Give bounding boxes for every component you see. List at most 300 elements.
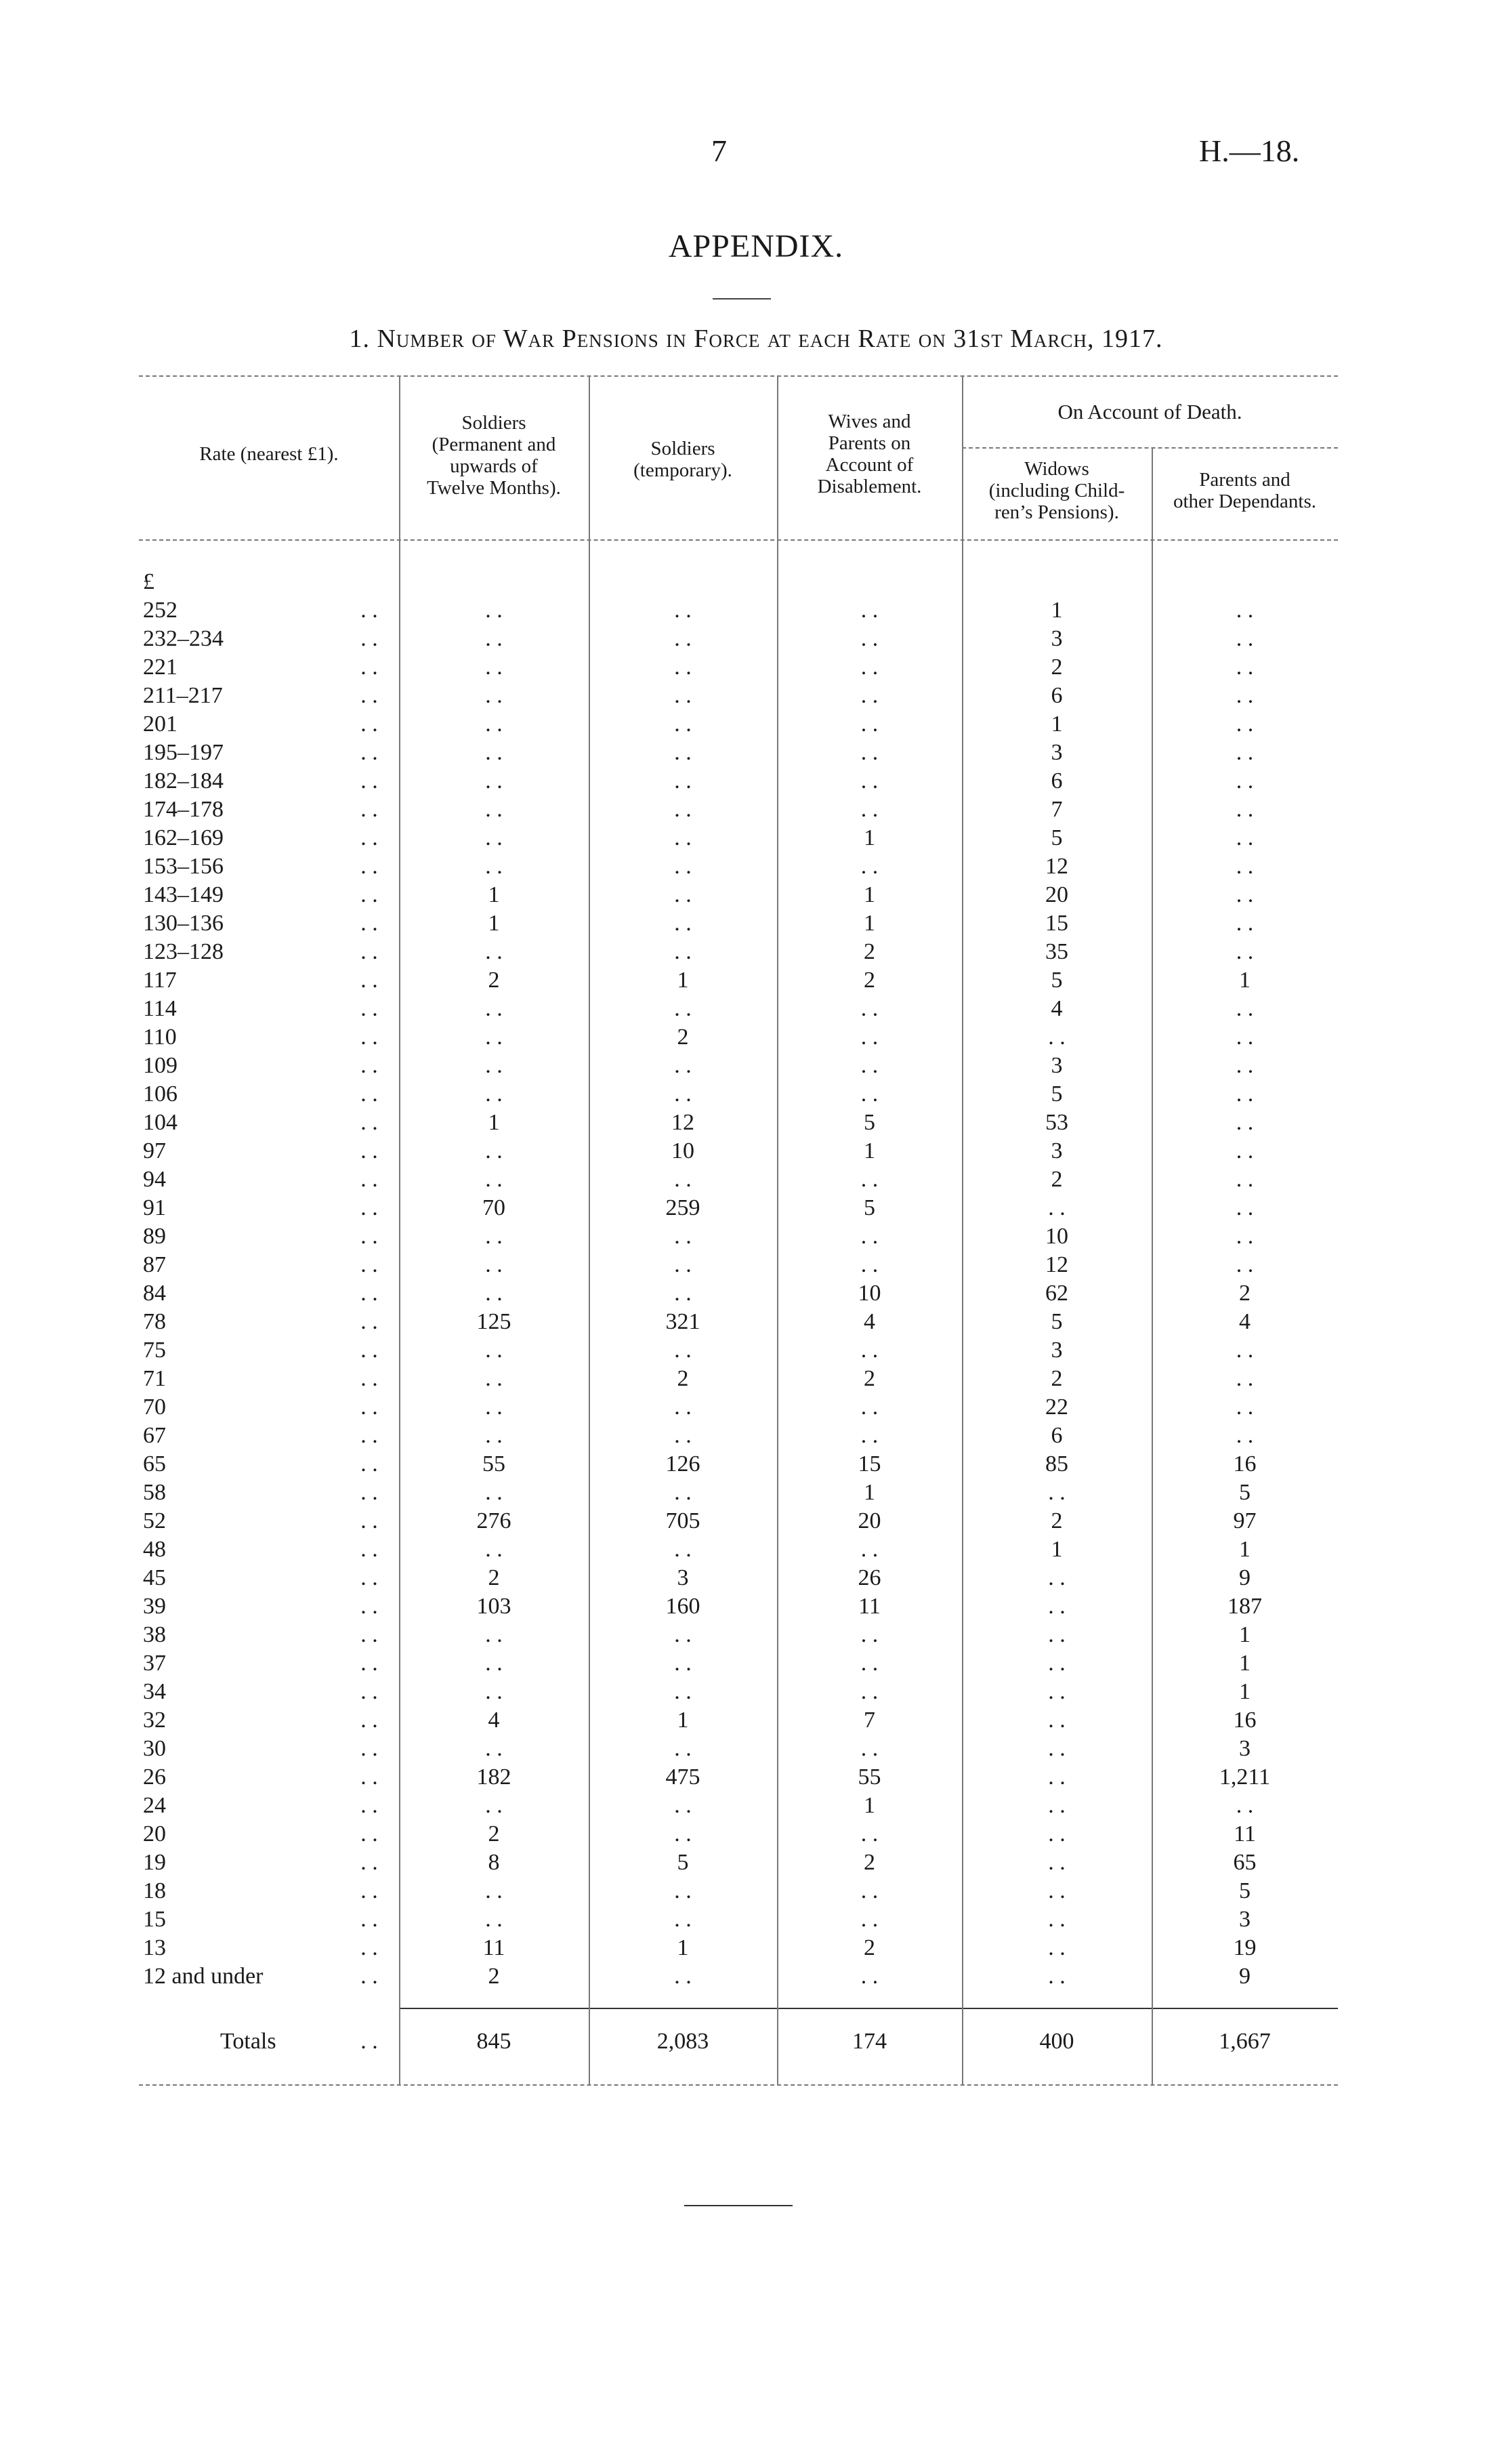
cell-parents-dependants: . . [1236,740,1254,765]
table-row [139,1222,1338,1251]
cell-widows: 3 [1051,1138,1063,1163]
totals-label: Totals [220,2029,276,2054]
cell-soldiers-permanent: . . [485,683,503,708]
cell-wives-parents: . . [860,683,879,708]
table-row [139,1792,1338,1820]
cell-rate: 94 [143,1167,166,1192]
cell-soldiers-permanent: . . [485,1224,503,1249]
cell-rate: 89 [143,1224,166,1249]
cell-soldiers-temporary: . . [674,1821,692,1846]
cell-widows: 6 [1051,768,1063,793]
cell-parents-dependants: . . [1236,1224,1254,1249]
table-row [139,625,1338,653]
cell-soldiers-permanent: . . [485,1366,503,1391]
cell-rate: 97 [143,1138,166,1163]
cell-wives-parents: . . [860,1025,879,1050]
cell-wives-parents: . . [860,1964,879,1989]
cell-soldiers-permanent: 1 [488,882,500,907]
cell-wives-parents: 2 [864,1850,875,1875]
cell-soldiers-permanent: 1 [488,1110,500,1135]
currency-symbol: £ [143,569,154,594]
cell-parents-dependants: . . [1236,939,1254,964]
column-header-soldiers-temporary [589,438,777,481]
cell-soldiers-permanent: . . [485,1053,503,1078]
cell-wives-parents: . . [860,854,879,879]
cell-soldiers-temporary: . . [674,1537,692,1562]
totals-row [139,2025,1338,2059]
cell-rate: 211–217 [143,683,223,708]
leader-dots: . . [360,711,378,737]
leader-dots: . . [360,1338,378,1363]
cell-soldiers-permanent: . . [485,598,503,623]
leader-dots: . . [360,1025,378,1050]
table-row [139,1706,1338,1735]
appendix-heading: APPENDIX. [668,228,844,264]
table-row [139,1279,1338,1308]
cell-soldiers-permanent: 8 [488,1850,500,1875]
cell-parents-dependants: 3 [1239,1907,1251,1932]
cell-widows: 12 [1045,1252,1068,1277]
cell-wives-parents: 2 [864,968,875,993]
cell-wives-parents: 2 [864,1935,875,1960]
cell-soldiers-permanent: 4 [488,1708,500,1733]
table-row [139,1251,1338,1279]
cell-soldiers-permanent: . . [485,1736,503,1761]
header-line: Account of [825,454,914,476]
footer-rule [684,2205,793,2206]
cell-soldiers-temporary: . . [674,740,692,765]
total-widows: 400 [1039,2029,1074,2054]
cell-soldiers-permanent: . . [485,626,503,651]
cell-wives-parents: . . [860,1395,879,1420]
cell-widows: 4 [1051,996,1063,1021]
table-row [139,1023,1338,1052]
cell-soldiers-temporary: . . [674,1651,692,1676]
cell-rate: 39 [143,1594,166,1619]
cell-soldiers-permanent: 103 [476,1594,511,1619]
cell-rate: 162–169 [143,825,224,850]
cell-parents-dependants: . . [1236,683,1254,708]
cell-soldiers-permanent: . . [485,939,503,964]
cell-rate: 84 [143,1281,166,1306]
cell-parents-dependants: 11 [1234,1821,1256,1846]
cell-widows: . . [1048,1565,1066,1590]
column-header-parents-dependants [1152,469,1338,512]
leader-dots: . . [360,797,378,822]
cell-soldiers-permanent: 11 [482,1935,505,1960]
column-header-widows [962,458,1152,523]
cell-rate: 32 [143,1708,166,1733]
cell-soldiers-permanent: . . [485,768,503,793]
cell-widows: . . [1048,1964,1066,1989]
cell-wives-parents: . . [860,1821,879,1846]
cell-rate: 38 [143,1622,166,1647]
cell-soldiers-temporary: . . [674,1423,692,1448]
cell-wives-parents: 4 [864,1309,875,1334]
cell-soldiers-temporary: . . [674,1736,692,1761]
leader-dots: . . [360,996,378,1021]
cell-rate: 114 [143,996,177,1021]
cell-rate: 13 [143,1935,166,1960]
leader-dots: . . [360,1110,378,1135]
leader-dots: . . [360,740,378,765]
cell-parents-dependants: . . [1236,1252,1254,1277]
leader-dots: . . [360,1964,378,1989]
cell-soldiers-permanent: . . [485,1281,503,1306]
cell-wives-parents: 1 [864,882,875,907]
cell-parents-dependants: . . [1236,1025,1254,1050]
leader-dots: . . [360,1708,378,1733]
table-row [139,995,1338,1023]
cell-soldiers-permanent: . . [485,996,503,1021]
table-row [139,1109,1338,1137]
cell-soldiers-permanent: 2 [488,968,500,993]
table-bottom-rule [139,2084,1338,2086]
table-row [139,938,1338,966]
cell-wives-parents: . . [860,1878,879,1903]
cell-soldiers-permanent: 55 [482,1451,505,1477]
table-row [139,1905,1338,1934]
cell-wives-parents: . . [860,1537,879,1562]
cell-widows: . . [1048,1594,1066,1619]
cell-wives-parents: 26 [858,1565,881,1590]
cell-wives-parents: 1 [864,1138,875,1163]
cell-wives-parents: 1 [864,911,875,936]
cell-soldiers-permanent: . . [485,1338,503,1363]
cell-rate: 117 [143,968,177,993]
cell-soldiers-permanent: . . [485,1651,503,1676]
header-line: Parents and [1199,469,1290,491]
header-line: Wives and [828,411,911,432]
cell-wives-parents: . . [860,1053,879,1078]
cell-widows: 1 [1051,598,1063,623]
cell-soldiers-temporary: . . [674,825,692,850]
leader-dots: . . [360,1935,378,1960]
cell-parents-dependants: 9 [1239,1964,1251,1989]
cell-widows: 1 [1051,711,1063,737]
cell-parents-dependants: . . [1236,1081,1254,1107]
cell-widows: . . [1048,1850,1066,1875]
cell-wives-parents: 2 [864,1366,875,1391]
leader-dots: . . [360,1423,378,1448]
cell-soldiers-temporary: . . [674,1081,692,1107]
cell-rate: 153–156 [143,854,224,879]
cell-rate: 20 [143,1821,166,1846]
cell-soldiers-temporary: 3 [677,1565,689,1590]
cell-parents-dependants: . . [1236,598,1254,623]
cell-widows: 35 [1045,939,1068,964]
cell-rate: 252 [143,598,177,623]
cell-rate: 71 [143,1366,166,1391]
cell-rate: 26 [143,1764,166,1790]
total-parents-dependants: 1,667 [1219,2029,1271,2054]
table-row [139,796,1338,824]
cell-rate: 34 [143,1679,166,1704]
header-line: Parents on [828,432,911,454]
cell-soldiers-temporary: . . [674,598,692,623]
table-row [139,710,1338,739]
table-row [139,1678,1338,1706]
war-pensions-table [139,375,1338,2086]
cell-soldiers-temporary: 1 [677,1935,689,1960]
cell-soldiers-temporary: . . [674,1281,692,1306]
table-row [139,1308,1338,1336]
cell-soldiers-temporary: . . [674,1907,692,1932]
leader-dots: . . [360,1451,378,1477]
cell-widows: 3 [1051,626,1063,651]
cell-rate: 195–197 [143,740,224,765]
cell-parents-dependants: 5 [1239,1878,1251,1903]
cell-parents-dependants: . . [1236,1395,1254,1420]
table-title: 1. Number of War Pensions in Force at each Rate on 31st March, 1917. [349,325,1163,353]
cell-parents-dependants: . . [1236,1053,1254,1078]
table-row [139,1052,1338,1080]
cell-soldiers-temporary: . . [674,768,692,793]
cell-wives-parents: 11 [858,1594,881,1619]
table-row [139,1649,1338,1678]
cell-wives-parents: . . [860,1679,879,1704]
cell-soldiers-temporary: 5 [677,1850,689,1875]
cell-soldiers-permanent: . . [485,740,503,765]
cell-soldiers-permanent: . . [485,1395,503,1420]
cell-soldiers-temporary: 321 [665,1309,700,1334]
leader-dots: . . [360,1821,378,1846]
cell-widows: . . [1048,1651,1066,1676]
cell-parents-dependants: 1 [1239,968,1251,993]
table-row [139,1735,1338,1763]
cell-parents-dependants: . . [1236,797,1254,822]
cell-soldiers-permanent: 182 [476,1764,511,1790]
table-top-rule [139,375,1338,377]
cell-rate: 12 and under [143,1964,264,1989]
cell-widows: 20 [1045,882,1068,907]
leader-dots: . . [360,1565,378,1590]
cell-widows: 3 [1051,1053,1063,1078]
cell-soldiers-permanent: . . [485,797,503,822]
cell-soldiers-permanent: 125 [476,1309,511,1334]
cell-soldiers-permanent: . . [485,1138,503,1163]
table-row [139,852,1338,881]
cell-parents-dependants: . . [1236,1167,1254,1192]
table-row [139,1165,1338,1194]
cell-rate: 106 [143,1081,177,1107]
cell-wives-parents: 1 [864,1480,875,1505]
cell-soldiers-temporary: . . [674,1793,692,1818]
cell-soldiers-temporary: . . [674,711,692,737]
cell-rate: 232–234 [143,626,224,651]
leader-dots: . . [360,968,378,993]
column-group-header-death: On Account of Death. [1057,400,1242,424]
leader-dots: . . [360,1793,378,1818]
table-body [139,596,1338,1991]
cell-rate: 221 [143,655,177,680]
cell-widows: 62 [1045,1281,1068,1306]
cell-rate: 65 [143,1451,166,1477]
leader-dots: . . [360,911,378,936]
cell-rate: 143–149 [143,882,224,907]
cell-parents-dependants: 9 [1239,1565,1251,1590]
cell-wives-parents: . . [860,996,879,1021]
cell-wives-parents: . . [860,1736,879,1761]
cell-soldiers-temporary: 1 [677,968,689,993]
cell-wives-parents: . . [860,1338,879,1363]
table-row [139,1962,1338,1991]
cell-rate: 174–178 [143,797,224,822]
table-row [139,1080,1338,1109]
column-header-wives-parents [777,411,962,497]
cell-soldiers-temporary: 259 [665,1195,700,1220]
cell-rate: 110 [143,1025,177,1050]
cell-soldiers-temporary: . . [674,1167,692,1192]
table-row [139,1422,1338,1450]
table-row [139,881,1338,909]
table-row [139,739,1338,767]
cell-widows: 5 [1051,1081,1063,1107]
cell-widows: 22 [1045,1395,1068,1420]
cell-soldiers-permanent: . . [485,1423,503,1448]
page-number: 7 [711,133,727,168]
cell-rate: 24 [143,1793,166,1818]
cell-soldiers-temporary: . . [674,797,692,822]
cell-widows: 3 [1051,1338,1063,1363]
cell-wives-parents: . . [860,1907,879,1932]
cell-wives-parents: 2 [864,939,875,964]
cell-soldiers-temporary: 126 [665,1451,700,1477]
total-soldiers-temporary: 2,083 [656,2029,709,2054]
cell-soldiers-temporary: . . [674,683,692,708]
cell-soldiers-permanent: . . [485,1878,503,1903]
leader-dots: . . [360,1281,378,1306]
table-row [139,1592,1338,1621]
cell-widows: . . [1048,1708,1066,1733]
leader-dots: . . [360,1309,378,1334]
header-line: (temporary). [633,459,732,481]
cell-soldiers-temporary: . . [674,1964,692,1989]
table-row [139,1393,1338,1422]
header-bottom-rule [139,539,1338,541]
table-row [139,1336,1338,1365]
cell-widows: . . [1048,1679,1066,1704]
cell-soldiers-permanent: 2 [488,1565,500,1590]
cell-widows: . . [1048,1622,1066,1647]
column-header-soldiers-permanent [399,412,589,499]
cell-parents-dependants: 1 [1239,1537,1251,1562]
leader-dots: . . [360,1907,378,1932]
cell-wives-parents: 7 [864,1708,875,1733]
leader-dots: . . [360,1252,378,1277]
cell-wives-parents: . . [860,598,879,623]
header-line: Twelve Months). [427,477,561,499]
cell-soldiers-permanent: . . [485,854,503,879]
cell-parents-dependants: 16 [1233,1451,1257,1477]
cell-soldiers-temporary: . . [674,854,692,879]
table-row [139,596,1338,625]
leader-dots: . . [360,1508,378,1533]
cell-parents-dependants: . . [1236,911,1254,936]
cell-soldiers-permanent: . . [485,1480,503,1505]
header-line: Disablement. [817,476,922,497]
cell-wives-parents: . . [860,655,879,680]
cell-soldiers-permanent: . . [485,1679,503,1704]
cell-soldiers-temporary: 10 [671,1138,694,1163]
document-reference: H.—18. [1199,133,1300,168]
leader-dots: . . [360,1850,378,1875]
cell-wives-parents: 5 [864,1195,875,1220]
cell-rate: 109 [143,1053,177,1078]
cell-widows: . . [1048,1821,1066,1846]
leader-dots: . . [360,683,378,708]
death-group-rule [962,447,1338,449]
leader-dots: . . [360,1594,378,1619]
cell-parents-dependants: . . [1236,1338,1254,1363]
leader-dots: . . [360,655,378,680]
cell-parents-dependants: 3 [1239,1736,1251,1761]
table-row [139,1621,1338,1649]
cell-soldiers-permanent: . . [485,825,503,850]
leader-dots: . . [360,1679,378,1704]
cell-soldiers-permanent: 2 [488,1964,500,1989]
leader-dots: . . [360,1480,378,1505]
cell-parents-dependants: . . [1236,655,1254,680]
cell-soldiers-permanent: . . [485,1252,503,1277]
table-row [139,1137,1338,1165]
cell-soldiers-permanent: . . [485,711,503,737]
cell-rate: 37 [143,1651,166,1676]
cell-soldiers-permanent: . . [485,1025,503,1050]
cell-soldiers-permanent: . . [485,1622,503,1647]
table-row [139,966,1338,995]
cell-parents-dependants: . . [1236,996,1254,1021]
cell-soldiers-temporary: . . [674,939,692,964]
cell-soldiers-permanent: 276 [476,1508,511,1533]
leader-dots: . . [360,1366,378,1391]
leader-dots: . . [360,1053,378,1078]
cell-parents-dependants: 5 [1239,1480,1251,1505]
cell-soldiers-temporary: 12 [671,1110,694,1135]
header-line: other Dependants. [1173,491,1316,512]
table-row [139,1535,1338,1564]
cell-widows: . . [1048,1025,1066,1050]
cell-parents-dependants: 16 [1233,1708,1257,1733]
cell-widows: 6 [1051,683,1063,708]
table-row [139,653,1338,682]
leader-dots: . . [360,825,378,850]
leader-dots: . . [360,626,378,651]
leader-dots: . . [360,2029,378,2054]
cell-soldiers-temporary: . . [674,996,692,1021]
cell-rate: 130–136 [143,911,224,936]
cell-rate: 48 [143,1537,166,1562]
cell-wives-parents: . . [860,1252,879,1277]
leader-dots: . . [360,1224,378,1249]
cell-parents-dependants: 1,211 [1219,1764,1271,1790]
cell-widows: 5 [1051,968,1063,993]
cell-widows: . . [1048,1736,1066,1761]
cell-rate: 104 [143,1110,177,1135]
cell-widows: 2 [1051,1508,1063,1533]
leader-dots: . . [360,768,378,793]
table-row [139,1507,1338,1535]
cell-soldiers-permanent: 2 [488,1821,500,1846]
cell-soldiers-temporary: 2 [677,1366,689,1391]
cell-rate: 201 [143,711,177,737]
cell-wives-parents: . . [860,1224,879,1249]
cell-soldiers-permanent: . . [485,1537,503,1562]
cell-parents-dependants: . . [1236,768,1254,793]
cell-widows: 15 [1045,911,1068,936]
cell-widows: . . [1048,1878,1066,1903]
cell-parents-dependants: . . [1236,1793,1254,1818]
